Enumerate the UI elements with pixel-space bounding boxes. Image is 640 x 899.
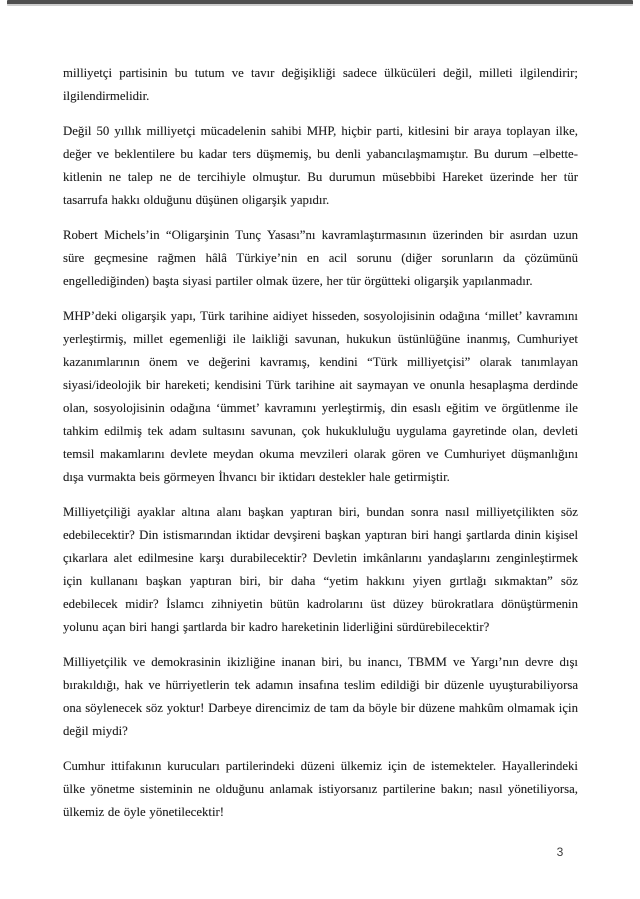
- paragraph: Robert Michels’in “Oligarşinin Tunç Yasası”nı kavramlaştırmasının üzerinden bir asırdan uzun süre geçmesine rağmen hâlâ Türkiye’nin en acil sorunu (diğer sorunların da çözümünü engellediğinden) başta siyasi partiler olmak üzere, her tür örgütteki oligarşik yapılanmadır.: [63, 228, 578, 288]
- paragraph: Milliyetçilik ve demokrasinin ikizliğine inanan biri, bu inancı, TBMM ve Yargı’nın devre dışı bırakıldığı, hak ve hürriyetlerin tek adamın insafına teslim edildiği bir düzenle uyuşturabiliyorsa ona söylenecek söz yoktur! Darbeye direncimiz de tam da böyle bir düzene mahkûm olmamak için değil miydi?: [63, 655, 578, 738]
- paragraph: milliyetçi partisinin bu tutum ve tavır değişikliği sadece ülkücüleri değil, milleti ilgilendirir; ilgilendirmelidir.: [63, 66, 578, 103]
- paragraph: Cumhur ittifakının kurucuları partilerindeki düzeni ülkemiz için de istemekteler. Hayallerindeki ülke yönetme sisteminin ne olduğunu anlamak istiyorsanız partilerine bakın; nasıl yönetiliyorsa, ülkemiz de öyle yönetilecektir!: [63, 759, 578, 819]
- page-top-edge-bar: [7, 0, 633, 6]
- paragraph: Milliyetçiliği ayaklar altına alanı başkan yaptıran biri, bundan sonra nasıl milliyetçilikten söz edebilecektir? Din istismarından iktidar devşireni başkan yaptıran biri hangi şartlarda dinin kişisel çıkarlara alet edilmesine karşı durabilecektir? Devletin imkânlarını yandaşlarını zenginleştirmek için kullananı başkan yaptıran biri, bir daha “yetim hakkını yiyen gırtlağı sıkmaktan” söz edebilecek midir? İslamcı zihniyetin bütün kadrolarını üst düzey bürokratlara dönüştürmenin yolunu açan biri hangi şartlarda bir kadro hareketinin liderliğini sürdürebilecektir?: [63, 505, 578, 634]
- paragraph: MHP’deki oligarşik yapı, Türk tarihine aidiyet hisseden, sosyolojisinin odağına ‘millet’ kavramını yerleştirmiş, millet egemenliği ile laikliği savunan, hukukun üstünlüğüne inanmış, Cumhuriyet kazanımlarının önem ve değerini kavramış, kendini “Türk milliyetçisi” olarak tanımlayan siyasi/ideolojik bir hareketi; kendisini Türk tarihine ait saymayan ve onunla hesaplaşma derdinde olan, sosyolojisinin odağına ‘ümmet’ kavramını yerleştirmiş, din esaslı eğitim ve örgütlenme ile tahkim edilmiş tek adam sultasını savunan, çok hukukluluğu uygulama gayretinde olan, devleti temsil makamlarını devlete meydan okuma mevzileri olarak gören ve Cumhuriyet düşmanlığını dışa vurmakta beis görmeyen İhvancı bir iktidarı destekler hale getirmiştir.: [63, 309, 578, 484]
- page-number: 3: [556, 845, 564, 859]
- paragraph: Değil 50 yıllık milliyetçi mücadelenin sahibi MHP, hiçbir parti, kitlesini bir araya toplayan ilke, değer ve beklentilere bu kadar ters düşmemiş, bu denli yabancılaşmamıştır. Bu durum –elbette- kitlenin ne talep ne de tercihiyle olmuştur. Bu durumun müsebbibi Hareket üzerinde her tür tasarrufa hakkı olduğunu düşünen oligarşik yapıdır.: [63, 124, 578, 207]
- document-body: [63, 62, 578, 836]
